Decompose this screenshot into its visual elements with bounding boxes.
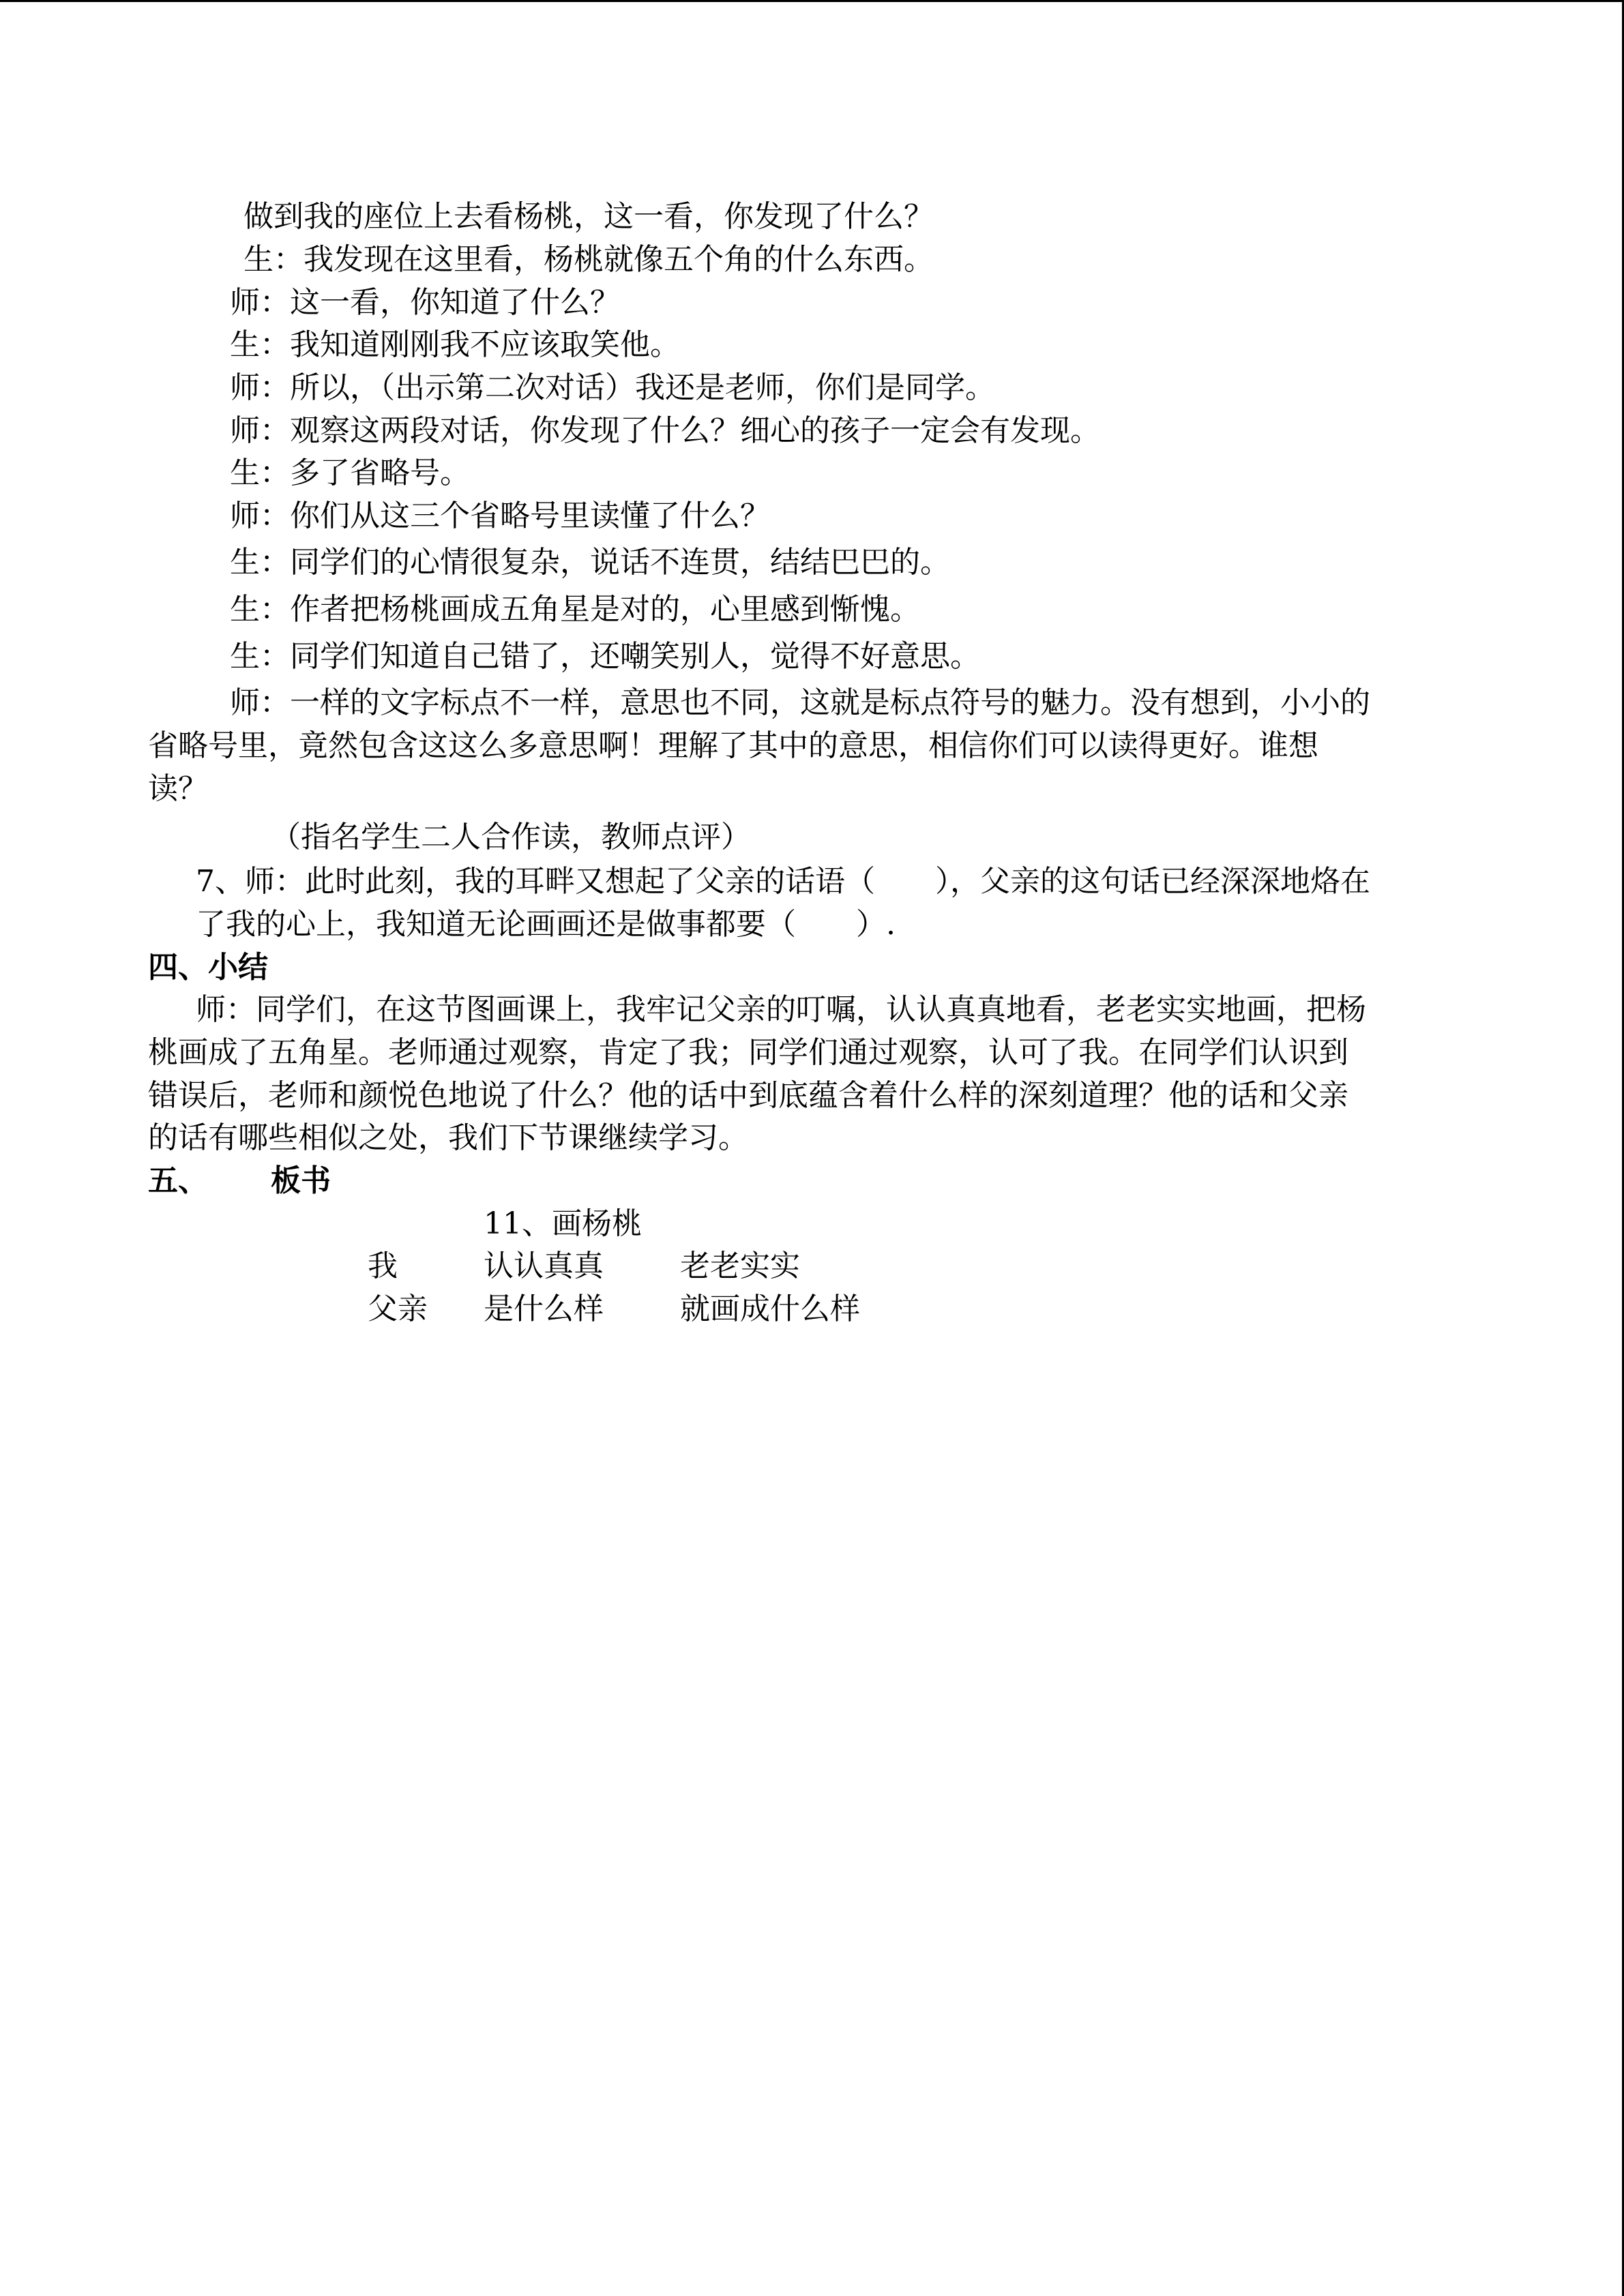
section5-number: 五、 bbox=[148, 1163, 208, 1198]
board-row2-middle: 是什么样 bbox=[484, 1292, 604, 1326]
section5-heading: 板书 bbox=[271, 1163, 331, 1198]
reading-note: （指名学生二人合作读，教师点评） bbox=[271, 820, 751, 854]
dialogue-line: 师：你们从这三个省略号里读懂了什么？ bbox=[230, 498, 770, 533]
step7-line: 了我的心上，我知道无论画画还是做事都要（ ）. bbox=[196, 907, 896, 942]
teacher-paragraph-line: 师：一样的文字标点不一样，意思也不同，这就是标点符号的魅力。没有想到，小小的 bbox=[230, 685, 1370, 720]
step7-line: 7、师：此时此刻，我的耳畔又想起了父亲的话语（ ），父亲的这句话已经深深地烙在 bbox=[196, 864, 1370, 899]
dialogue-line: 生：同学们的心情很复杂，说话不连贯，结结巴巴的。 bbox=[230, 545, 950, 580]
dialogue-line: 师：观察这两段对话，你发现了什么？细心的孩子一定会有发现。 bbox=[230, 413, 1100, 448]
summary-line: 错误后，老师和颜悦色地说了什么？他的话中到底蕴含着什么样的深刻道理？他的话和父亲 bbox=[148, 1078, 1348, 1113]
summary-line: 的话有哪些相似之处，我们下节课继续学习。 bbox=[148, 1120, 748, 1155]
board-row2-subject: 父亲 bbox=[368, 1292, 428, 1326]
dialogue-line: 生：作者把杨桃画成五角星是对的，心里感到惭愧。 bbox=[230, 592, 920, 627]
board-row1-middle: 认认真真 bbox=[484, 1249, 604, 1283]
dialogue-line: 师：这一看，你知道了什么？ bbox=[230, 285, 620, 320]
summary-line: 桃画成了五角星。老师通过观察，肯定了我；同学们通过观察，认可了我。在同学们认识到 bbox=[148, 1035, 1348, 1070]
dialogue-line: 师：所以，（出示第二次对话）我还是老师，你们是同学。 bbox=[230, 370, 995, 405]
board-row1-subject: 我 bbox=[368, 1249, 398, 1283]
teacher-paragraph-line: 读？ bbox=[148, 771, 208, 806]
board-title: 11、画杨桃 bbox=[484, 1206, 642, 1241]
dialogue-line: 做到我的座位上去看杨桃，这一看，你发现了什么？ bbox=[243, 199, 934, 234]
dialogue-line: 生：我发现在这里看，杨桃就像五个角的什么东西。 bbox=[243, 242, 934, 277]
board-row1-right: 老老实实 bbox=[680, 1249, 800, 1283]
board-row2-right: 就画成什么样 bbox=[680, 1292, 860, 1326]
teacher-paragraph-line: 省略号里，竟然包含这这么多意思啊！理解了其中的意思，相信你们可以读得更好。谁想 bbox=[148, 728, 1318, 763]
section4-heading: 四、小结 bbox=[148, 950, 268, 985]
dialogue-line: 生：多了省略号。 bbox=[230, 456, 470, 490]
summary-line: 师：同学们，在这节图画课上，我牢记父亲的叮嘱，认认真真地看，老老实实地画，把杨 bbox=[196, 992, 1366, 1027]
dialogue-line: 生：同学们知道自己错了，还嘲笑别人，觉得不好意思。 bbox=[230, 639, 980, 674]
dialogue-line: 生：我知道刚刚我不应该取笑他。 bbox=[230, 327, 680, 362]
